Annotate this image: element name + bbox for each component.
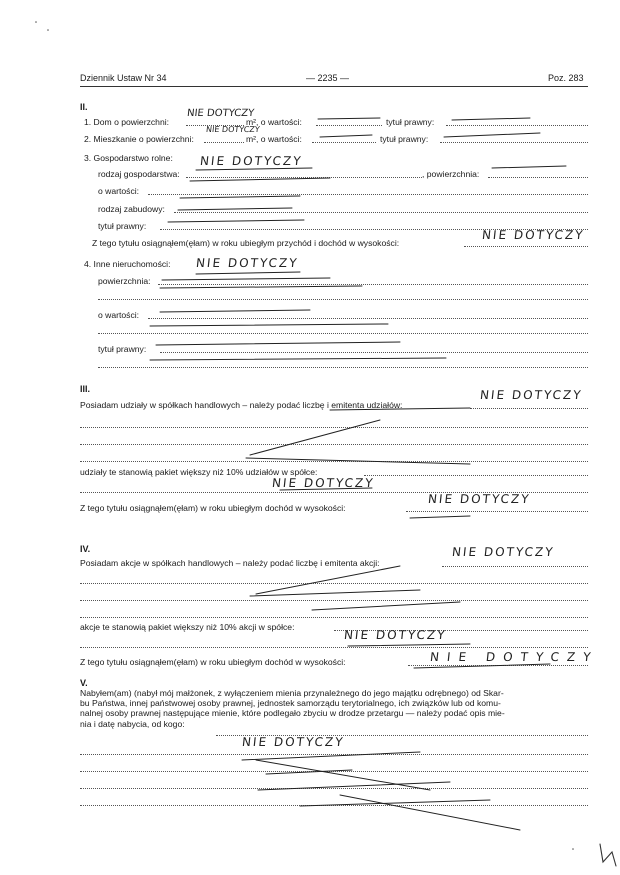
section-v-line-4: nia i datę nabycia, od kogo: xyxy=(80,718,185,729)
shares-package-handwriting: NIE DOTYCZY xyxy=(271,476,376,490)
farm-area-label: , powierzchnia: xyxy=(422,169,480,179)
shares-handwriting: NIE DOTYCZY xyxy=(479,388,584,402)
section-v-line-3: nalnej osoby prawnej następujące mienie, które podlegało zbyciu w drodze przetargu — należy podać opis mie- xyxy=(80,708,505,719)
house-area-handwriting: NIE DOTYCZY xyxy=(186,108,255,119)
strike-stocks-income xyxy=(414,664,550,668)
strike-shares-income xyxy=(410,516,470,518)
strike-stocks-package xyxy=(348,644,470,646)
strike-other-under xyxy=(196,272,300,274)
strike-stocks-diagonal xyxy=(256,566,400,594)
strike-stocks-bottom-2 xyxy=(312,602,460,610)
other-property-label: 4. Inne nieruchomości: xyxy=(84,259,171,269)
house-title-label: tytuł prawny: xyxy=(386,117,435,127)
strike-other-title-1 xyxy=(156,342,400,345)
page-number: — 2235 — xyxy=(306,73,350,83)
strike-farm-value xyxy=(180,196,300,198)
section-v-line-1: Nabyłem(am) (nabył mój małżonek, z wyłączeniem mienia przynależnego do jego majątku odrębnego) od Skar- xyxy=(80,688,504,698)
strike-shares-under xyxy=(330,408,470,410)
other-title-label: tytuł prawny: xyxy=(98,344,147,354)
strike-farm-hand-under xyxy=(196,168,312,170)
strike-stocks-bottom-1 xyxy=(250,590,420,596)
other-value-label: o wartości: xyxy=(98,310,140,320)
shares-income-label: Z tego tytułu osiągnąłem(ęłam) w roku ubiegłym dochód w wysokości: xyxy=(80,503,346,513)
flat-area-handwriting: NIE DOTYCZY xyxy=(205,125,261,134)
strike-other-value-1 xyxy=(160,310,310,312)
corner-initials-mark xyxy=(600,844,616,866)
strike-other-title-2 xyxy=(150,358,446,360)
strike-other-area-1 xyxy=(162,278,330,280)
strike-flat-title xyxy=(444,133,540,137)
shares-package-label: udziały te stanowią pakiet większy niż 10% udziałów w spółce: xyxy=(80,467,318,477)
house-value-label: m², o wartości: xyxy=(246,117,302,127)
strike-farm-buildings xyxy=(178,208,292,210)
journal-title: Dziennik Ustaw Nr 34 xyxy=(80,73,167,83)
strike-farm-area xyxy=(492,166,566,168)
strike-other-area-2 xyxy=(160,286,362,288)
farm-income-handwriting: NIE DOTYCZY xyxy=(481,228,586,242)
stocks-income-label: Z tego tytułu osiągnąłem(ęłam) w roku ubiegłym dochód w wysokości: xyxy=(80,657,346,667)
section-v-line-2: bu Państwa, innej państwowej osoby prawnej, jednostek samorządu terytorialnego, ich związków lub od komu- xyxy=(80,698,501,709)
strike-farm-type xyxy=(190,178,330,181)
stocks-package-label: akcje te stanowią pakiet większy niż 10% akcji w spółce: xyxy=(80,622,295,632)
section-iv-heading: IV. xyxy=(80,544,91,554)
farm-title-label: tytuł prawny: xyxy=(98,221,147,231)
strike-house-value xyxy=(318,118,380,119)
farm-type-label: rodzaj gospodarstwa: xyxy=(98,169,180,179)
other-property-handwriting: NIE DOTYCZY xyxy=(195,256,300,270)
strike-acq-1 xyxy=(242,752,420,760)
strike-shares-package xyxy=(280,488,372,490)
strike-house-title xyxy=(452,118,530,120)
stocks-handwriting: NIE DOTYCZY xyxy=(451,545,556,559)
strike-shares-bottom xyxy=(246,458,470,464)
farm-handwriting: NIE DOTYCZY xyxy=(199,154,304,168)
strike-acq-3 xyxy=(256,760,430,790)
farm-income-label: Z tego tytułu osiągnąłem(ęłam) w roku ubiegłym przychód i dochód w wysokości: xyxy=(92,238,400,248)
strike-other-value-2 xyxy=(150,324,388,326)
strike-acq-2 xyxy=(266,770,352,774)
house-area-label: 1. Dom o powierzchni: xyxy=(84,117,170,127)
scan-specks xyxy=(35,21,574,850)
shares-income-handwriting: NIE DOTYCZY xyxy=(427,492,532,506)
farm-label: 3. Gospodarstwo rolne: xyxy=(84,153,173,163)
farm-buildings-label: rodzaj zabudowy: xyxy=(98,204,165,214)
farm-value-label: o wartości: xyxy=(98,186,140,196)
strike-flat-value xyxy=(320,135,372,137)
position-number: Poz. 283 xyxy=(548,73,584,83)
strike-acq-5 xyxy=(300,800,490,806)
shares-label: Posiadam udziały w spółkach handlowych – należy podać liczbę i emitenta udziałów: xyxy=(80,400,403,410)
section-iii-heading: III. xyxy=(80,384,91,394)
strike-acq-long xyxy=(340,795,520,830)
strike-shares-diagonal xyxy=(250,420,380,455)
acquisition-handwriting: NIE DOTYCZY xyxy=(241,735,346,749)
other-area-label: powierzchnia: xyxy=(98,276,151,286)
flat-title-label: tytuł prawny: xyxy=(380,134,429,144)
flat-value-label: m², o wartości: xyxy=(246,134,302,144)
stocks-label: Posiadam akcje w spółkach handlowych – należy podać liczbę i emitenta akcji: xyxy=(80,558,380,568)
flat-area-label: 2. Mieszkanie o powierzchni: xyxy=(84,134,194,144)
strike-farm-title xyxy=(168,220,304,222)
stocks-package-handwriting: NIE DOTYCZY xyxy=(343,628,448,642)
section-v-heading: V. xyxy=(80,678,88,688)
stocks-income-handwriting: NIE DOTYCZY xyxy=(429,650,600,664)
section-ii-heading: II. xyxy=(80,102,88,112)
